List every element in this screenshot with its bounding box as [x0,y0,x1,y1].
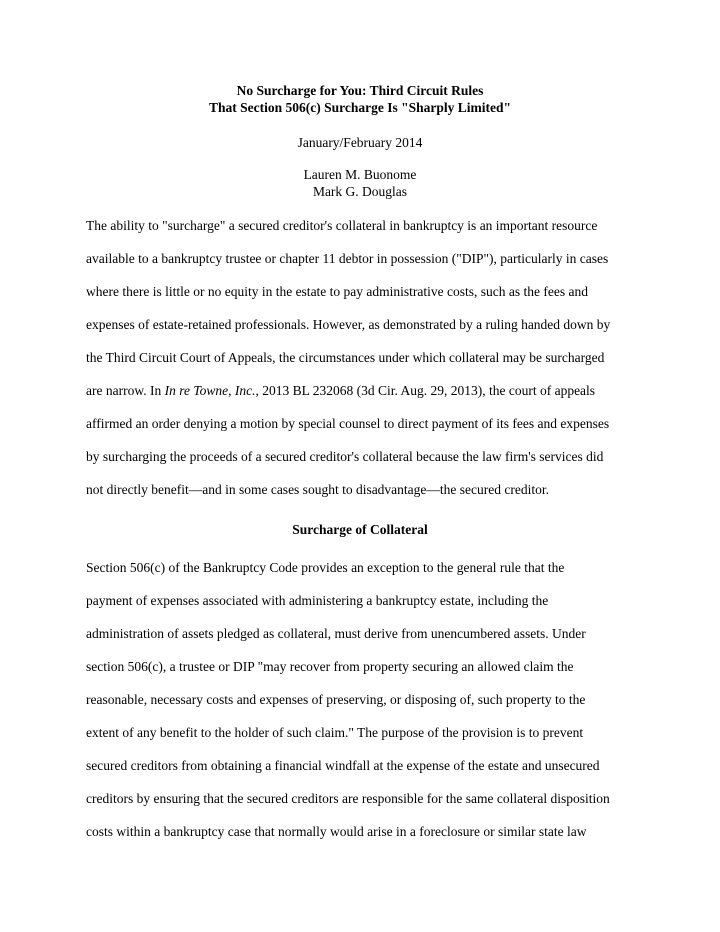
publication-date: January/February 2014 [297,135,423,150]
text-line: extent of any benefit to the holder of such claim." The purpose of the provision is to prevent [86,725,584,740]
text-line-with-citation [86,382,595,399]
author-name: Mark G. Douglas [312,184,408,199]
text-line: by surcharging the proceeds of a secured creditor's collateral because the law firm's services did [86,449,604,464]
text-line: the Third Circuit Court of Appeals, the circumstances under which collateral may be surcharged [86,350,605,365]
text-line: costs within a bankruptcy case that normally would arise in a foreclosure or similar state law [86,824,587,839]
text-line: administration of assets pledged as collateral, must derive from unencumbered assets. Under [86,626,586,641]
text-line: creditors by ensuring that the secured creditors are responsible for the same collateral disposition [86,791,610,806]
section-heading: Surcharge of Collateral [292,522,428,537]
text-line: Section 506(c) of the Bankruptcy Code provides an exception to the general rule that the [86,560,565,575]
author-name: Lauren M. Buonome [303,167,417,182]
text-line: section 506(c), a trustee or DIP "may recover from property securing an allowed claim the [86,659,574,674]
title-line-2: That Section 506(c) Surcharge Is "Sharply Limited" [209,100,511,115]
text-segment: are narrow. In [86,383,165,398]
text-line: expenses of estate-retained professionals. However, as demonstrated by a ruling handed down by [86,317,611,332]
text-line: affirmed an order denying a motion by special counsel to direct payment of its fees and expenses [86,416,610,431]
text-line: secured creditors from obtaining a financial windfall at the expense of the estate and unsecured [86,758,600,773]
text-segment: , 2013 BL 232068 (3d Cir. Aug. 29, 2013), the court of appeals [255,383,596,398]
text-line: where there is little or no equity in the estate to pay administrative costs, such as the fees and [86,284,588,299]
document-title [0,82,720,116]
authors-block [0,166,720,200]
title-line-1: No Surcharge for You: Third Circuit Rules [236,83,484,98]
text-line: reasonable, necessary costs and expenses of preserving, or disposing of, such property to the [86,692,586,707]
text-line: available to a bankruptcy trustee or chapter 11 debtor in possession ("DIP"), particularly in cases [86,251,609,266]
text-line: The ability to "surcharge" a secured creditor's collateral in bankruptcy is an important resource [86,218,598,233]
text-line: payment of expenses associated with administering a bankruptcy estate, including the [86,593,549,608]
case-name: In re Towne, Inc. [164,383,256,398]
text-line: not directly benefit—and in some cases sought to disadvantage—the secured creditor. [86,482,549,497]
